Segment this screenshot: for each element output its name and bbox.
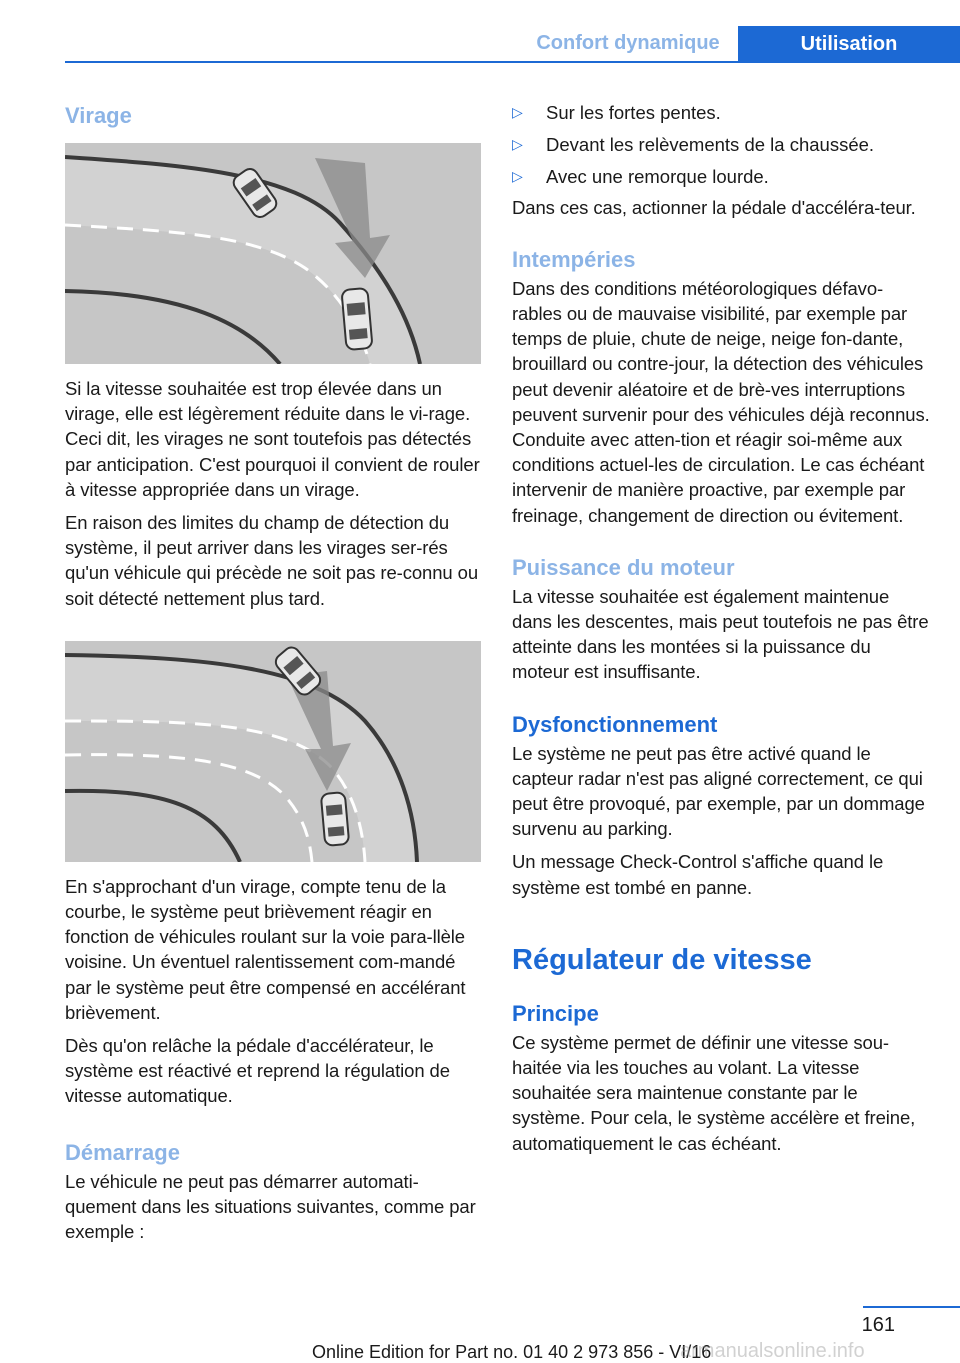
paragraph: La vitesse souhaitée est également maintenue dans les descentes, mais peut toutefois ne pas être atteinte dans les montées si la puissance du moteur est insuffisante. bbox=[512, 585, 929, 683]
triangle-bullet-icon: ▷ bbox=[512, 168, 523, 185]
paragraph: En s'approchant d'un virage, compte tenu de la courbe, le système peut brièvement réagir en fonction de véhicules roulant sur la voie para‐llèle voisine. Un éventuel ralentissement com‐mandé par le système peut être compensé en accélérant brièvement. bbox=[65, 875, 466, 1023]
paragraph: Le véhicule ne peut pas démarrer automati‐quement dans les situations suivantes, comme par exemple : bbox=[65, 1170, 476, 1243]
paragraph: Dès qu'on relâche la pédale d'accélérateur, le système est réactivé et reprend la régulation de vitesse automatique. bbox=[65, 1035, 450, 1107]
regulateur-heading: Régulateur de vitesse bbox=[512, 943, 812, 976]
paragraph: Dans des conditions météorologiques défavo‐rables ou de mauvaise visibilité, par exemple par temps de pluie, chute de neige, neige fon‐dante, brouillard ou contre-jour, la détection des véhicules peut devenir aléatoire et de brè‐ves interruptions peuvent survenir pour des véhicules déjà reconnus. Conduite avec atten‐tion et réagir soi-même aux conditions actuel‐les de circulation. Le cas échéant intervenir de manière proactive, par exemple par freinage, changement de direction ou évitement. bbox=[512, 277, 930, 526]
puissance-heading: Puissance du moteur bbox=[512, 554, 735, 580]
demarrage-heading: Démarrage bbox=[65, 1139, 180, 1165]
paragraph: Un message Check-Control s'affiche quand le système est tombé en panne. bbox=[512, 851, 884, 898]
footer-rule bbox=[863, 1306, 960, 1308]
dysfonctionnement-heading: Dysfonctionnement bbox=[512, 711, 718, 737]
triangle-bullet-icon: ▷ bbox=[512, 136, 523, 153]
list-item: ▷ Sur les fortes pentes. bbox=[512, 100, 930, 125]
page-number: 161 bbox=[861, 1314, 895, 1336]
adjacent-lane-curve-illustration-icon bbox=[65, 641, 481, 862]
paragraph: Ce système permet de définir une vitesse sou‐haitée via les touches au volant. La vitesse souhaitée sera maintenue constante par le système. Pour cela, le système accélère et freine, automatiquement le cas échéant. bbox=[512, 1031, 916, 1154]
header-rule bbox=[65, 61, 960, 63]
triangle-bullet-icon: ▷ bbox=[512, 104, 523, 120]
paragraph: Le système ne peut pas être activé quand le capteur radar n'est pas aligné correctement, ce qui peut être provoqué, par exemple, par un dommage survenu au parking. bbox=[512, 742, 925, 840]
curve-road-illustration-icon bbox=[65, 143, 481, 364]
edition-line: Online Edition for Part no. 01 40 2 973 856 - VI/16 bbox=[312, 1342, 712, 1362]
paragraph: Dans ces cas, actionner la pédale d'accéléra‐teur. bbox=[512, 196, 916, 218]
virage-heading: Virage bbox=[65, 103, 132, 128]
header-chapter-tab: Utilisation bbox=[738, 26, 960, 63]
list-item: ▷ Devant les relèvements de la chaussée. bbox=[512, 132, 930, 157]
watermark: armanualsonline.info bbox=[680, 1340, 865, 1362]
left-column bbox=[65, 100, 481, 1244]
paragraph: Si la vitesse souhaitée est trop élevée dans un virage, elle est légèrement réduite dans le vi‐rage. Ceci dit, les virages ne sont toutefois pas détectés par anticipation. C'est pourquoi il convient de rouler à vitesse appropriée dans un virage. bbox=[65, 378, 480, 500]
header-section-title: Confort dynamique bbox=[536, 32, 720, 54]
conditions-list bbox=[512, 100, 930, 190]
principe-heading: Principe bbox=[512, 1000, 599, 1026]
right-column bbox=[512, 100, 930, 1156]
intemperies-heading: Intempéries bbox=[512, 246, 636, 272]
list-item: ▷ Avec une remorque lourde. bbox=[512, 164, 930, 189]
paragraph: En raison des limites du champ de détection du système, il peut arriver dans les virages ser‐rés qu'un véhicule qui précède ne soit pas re‐connu ou soit détecté nettement plus tard. bbox=[65, 512, 479, 609]
